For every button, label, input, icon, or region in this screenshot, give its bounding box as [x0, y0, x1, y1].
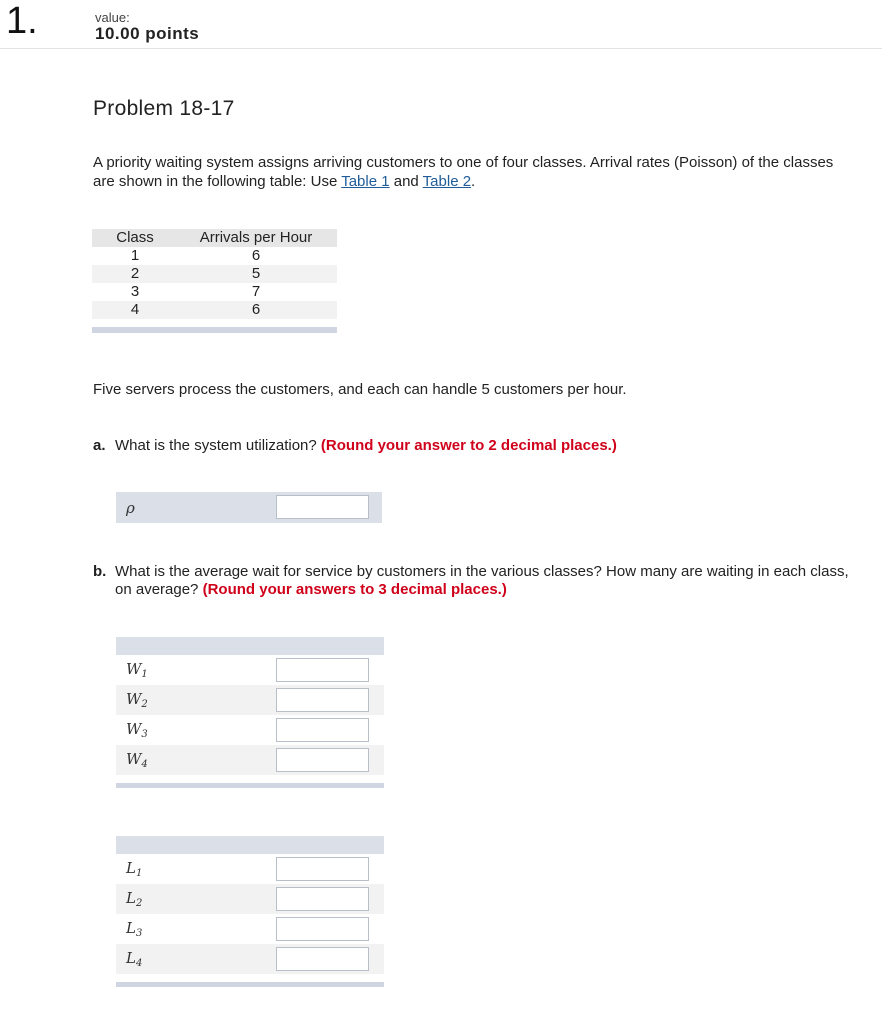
table-2-link[interactable]: Table 2	[422, 173, 472, 190]
table-row	[116, 854, 384, 884]
intro-and: and	[389, 173, 423, 190]
table-row	[116, 745, 384, 775]
class-cell: 3	[130, 283, 140, 300]
l4-label: $L_4$	[126, 949, 143, 969]
w3-input[interactable]	[276, 718, 369, 742]
part-b-letter: b.	[93, 563, 107, 580]
table-header-row	[92, 229, 337, 247]
part-b-instruction: (Round your answers to 3 decimal places.)	[202, 581, 507, 598]
table-row	[116, 944, 384, 974]
l2-input[interactable]	[276, 887, 369, 911]
table-footer-bar	[92, 327, 337, 333]
table-row	[116, 685, 384, 715]
table-1-link[interactable]: Table 1	[341, 173, 390, 190]
arrivals-cell: 7	[251, 283, 261, 300]
queue-table-header	[116, 836, 384, 854]
w2-label: $W_2$	[126, 690, 148, 710]
utilization-input[interactable]	[276, 495, 369, 519]
table-row	[116, 914, 384, 944]
header-divider	[0, 48, 882, 49]
column-header-arrivals: Arrivals per Hour	[199, 229, 313, 246]
w1-label: $W_1$	[126, 660, 148, 680]
l3-label: $L_3$	[126, 919, 143, 939]
l4-input[interactable]	[276, 947, 369, 971]
l1-input[interactable]	[276, 857, 369, 881]
part-b-question	[115, 563, 855, 599]
l3-input[interactable]	[276, 917, 369, 941]
l2-label: $L_2$	[126, 889, 143, 909]
table-row	[92, 265, 337, 283]
part-b-question-text: What is the average wait for service by customers in the various classes? How many are waiting in each class, on average?	[115, 563, 849, 598]
question-number: 1.	[6, 0, 38, 42]
problem-title: Problem 18-17	[93, 97, 235, 120]
wait-time-table	[116, 637, 384, 788]
w4-label: $W_4$	[126, 750, 148, 770]
intro-text: A priority waiting system assigns arriving customers to one of four classes. Arrival rates (Poisson) of the classes are shown in the following table: Use	[93, 154, 834, 190]
part-a-question-text: What is the system utilization?	[115, 437, 317, 454]
class-cell: 4	[130, 301, 140, 318]
part-a-letter: a.	[93, 437, 106, 454]
wait-table-footer	[116, 783, 384, 788]
w3-label: $W_3$	[126, 720, 148, 740]
class-cell: 2	[130, 265, 140, 282]
part-a-question	[115, 437, 855, 455]
arrivals-cell: 6	[251, 301, 261, 318]
class-cell: 1	[130, 247, 140, 264]
w1-input[interactable]	[276, 658, 369, 682]
intro-paragraph	[93, 153, 853, 191]
queue-table-footer	[116, 982, 384, 987]
value-label: value:	[95, 10, 130, 25]
intro-end: .	[471, 173, 476, 190]
table-row	[92, 247, 337, 265]
column-header-class: Class	[116, 229, 154, 246]
w2-input[interactable]	[276, 688, 369, 712]
points-value: 10.00 points	[95, 24, 200, 43]
arrival-rates-table	[92, 229, 337, 333]
table-row	[92, 283, 337, 301]
table-row	[116, 655, 384, 685]
rho-label: ρ	[126, 499, 135, 517]
part-a-instruction: (Round your answer to 2 decimal places.)	[320, 437, 617, 454]
wait-table-header	[116, 637, 384, 655]
arrivals-cell: 5	[251, 265, 261, 282]
queue-length-table	[116, 836, 384, 987]
l1-label: $L_1$	[126, 859, 143, 879]
table-row	[116, 884, 384, 914]
servers-text: Five servers process the customers, and each can handle 5 customers per hour.	[93, 381, 627, 398]
table-row	[116, 715, 384, 745]
w4-input[interactable]	[276, 748, 369, 772]
arrivals-cell: 6	[251, 247, 261, 264]
table-row	[92, 301, 337, 319]
utilization-answer-block	[116, 492, 382, 523]
